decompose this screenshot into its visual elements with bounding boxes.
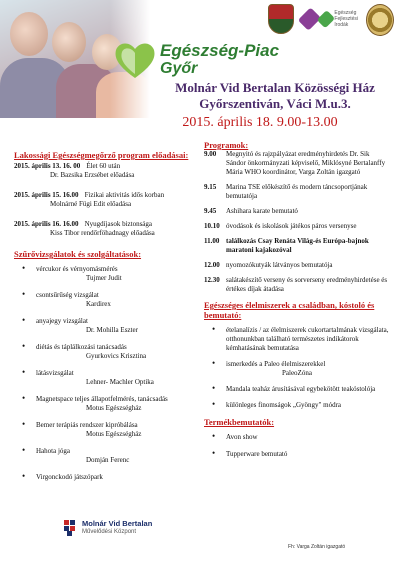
list-item: • csontsűrűség vizsgálat Kardirex bbox=[14, 291, 202, 309]
food-list bbox=[204, 326, 390, 410]
right-column bbox=[204, 140, 390, 467]
program-item: 9.00 Megnyitó és rajzpályázat eredményhirdetés Dr. Sik Sándor önkormányzati képviselő, Miklósyné Bertalanffy Mária WHO koordinátor, Varga Zoltán igazgató bbox=[204, 150, 386, 176]
brand-title: Egészség-Piac bbox=[160, 41, 280, 60]
list-item: • Magnetspace teljes állapotfelmérés, tanácsadás Motus Egészségház bbox=[14, 395, 202, 413]
list-item: • Tupperware bemutató bbox=[204, 450, 390, 459]
list-item: • diétás és táplálkozási tanácsadás Gyurkovics Krisztina bbox=[14, 343, 202, 361]
screenings-heading: Szűrővizsgálatok és szolgáltatások: bbox=[14, 249, 142, 259]
event-date: 2015. április 18. 9.00-13.00 bbox=[182, 115, 338, 130]
program-item: 9.45 Ashihara karate bemutató bbox=[204, 207, 298, 215]
list-item: • Mandala teaház árusításával egybekötött teakóstolója bbox=[204, 385, 390, 394]
logo-caption: Egészség Fejlesztési Irodák bbox=[334, 10, 359, 28]
list-item: • Virgonckodó játszópark bbox=[14, 473, 202, 482]
org-name: Molnár Vid Bertalan bbox=[82, 519, 153, 528]
heart-logo-icon bbox=[114, 40, 156, 80]
org-subtitle: Művelődési Központ bbox=[82, 529, 137, 535]
org-mark-icon bbox=[64, 520, 78, 536]
lecture-item: 2015. április 13. 16. 00 Élet 60 után Dr. Bazsika Erzsébet előadása bbox=[14, 162, 135, 179]
program-list bbox=[204, 150, 390, 294]
program-item: 12.00 nyomozókutyák látványos bemutatója bbox=[204, 261, 333, 269]
venue-address: Győrszentiván, Váci M.u.3. bbox=[199, 96, 351, 111]
screenings-list bbox=[14, 265, 202, 482]
food-heading: Egészséges élelmiszerek a családban, kóstoló és bemutató: bbox=[204, 300, 375, 320]
list-item: • vércukor és vérnyomásmérés Tujmer Judit bbox=[14, 265, 202, 283]
products-heading: Termékbemutatók: bbox=[204, 417, 275, 427]
brand-logo bbox=[114, 40, 279, 80]
list-item: • látásvizsgálat Lehner- Machler Optika bbox=[14, 369, 202, 387]
list-item: • ételanalízis / az élelmiszerek cukortartalmának vizsgálata, otthonunkban található természetes indikátorok kémhatásának bemutatása bbox=[204, 326, 390, 353]
products-list bbox=[204, 433, 390, 459]
health-office-logo bbox=[302, 4, 358, 34]
brand-city: Győr bbox=[160, 60, 198, 77]
org-logo bbox=[64, 520, 152, 536]
program-heading: Programok: bbox=[204, 140, 249, 150]
list-item: • Hahota jóga Domján Ferenc bbox=[14, 447, 202, 465]
lectures-heading: Lakossági Egészségmegőrző program előadásai: bbox=[14, 150, 189, 160]
city-seal-icon bbox=[366, 4, 394, 36]
program-item: 10.10 óvodások és iskolások játékos páros versenyse bbox=[204, 222, 357, 230]
lecture-item: 2015. április 16. 16.00 Nyugdíjasok biztonsága Kiss Tibor rendőrföhadnagy előadása bbox=[14, 220, 155, 237]
program-item: 9.15 Marina TSE előkészítő és modern táncsoportjának bemutatója bbox=[204, 183, 368, 200]
credit-line: Fh: Varga Zoltán igazgató bbox=[288, 544, 346, 550]
coat-of-arms-icon bbox=[268, 4, 294, 34]
left-column bbox=[14, 150, 202, 490]
list-item: • Bemer terápiás rendszer kipróbálása Motus Egészségház bbox=[14, 421, 202, 439]
list-item: • különleges finomságok „Gyöngy" módra bbox=[204, 401, 390, 410]
lecture-item: 2015. április 15. 16.00 Fizikai aktivitás idős korban Molnárné Fügi Edit előadása bbox=[14, 191, 165, 208]
venue-name: Molnár Vid Bertalan Közösségi Ház bbox=[175, 80, 375, 95]
list-item: • Avon show bbox=[204, 433, 390, 442]
list-item: • anyajegy vizsgálat Dr. Mohilla Eszter bbox=[14, 317, 202, 335]
list-item: • ismerkedés a Paleo élelmiszerekkel PaleoZóna bbox=[204, 360, 390, 378]
sponsor-logos bbox=[268, 4, 394, 36]
program-item: 11.00 találkozás Csay Renáta Világ-és Európa-bajnok maratoni kajakozóval bbox=[204, 237, 369, 254]
program-item: 12.30 salátakészítő verseny és sorverseny eredményhirdetése és értékes díjak átadása bbox=[204, 276, 388, 293]
